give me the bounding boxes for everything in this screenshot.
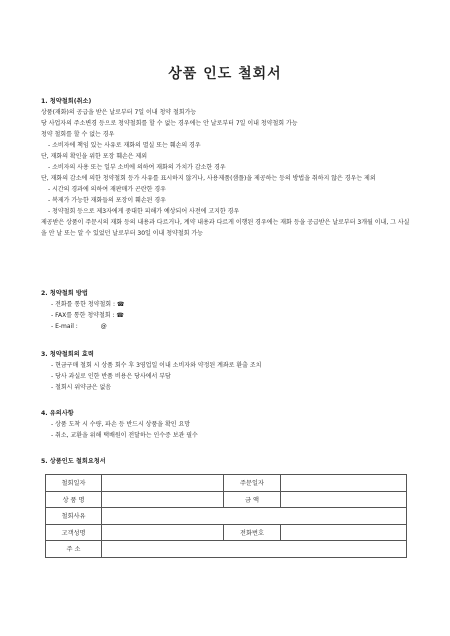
table-row [46, 524, 407, 541]
section-title: 5. 상품인도 철회요청서 [41, 458, 106, 465]
customer-name-label: 고객성명 [46, 524, 102, 541]
section-line: 당 사업자의 주소변경 등으로 청약철회를 할 수 없는 경우에는 안 날로부터 7일 이내 청약철회 가능 [41, 120, 298, 127]
section-line: 단, 재화의 확인을 위한 포장 훼손은 제외 [41, 153, 148, 160]
phone-label: 전화번호 [224, 524, 281, 541]
table-row [46, 475, 407, 492]
section-line: - 현금구매 철회 시 상품 회수 후 3영업일 이내 소비자와 약정된 계좌로 환출 조치 [51, 362, 262, 369]
section-title: 3. 청약철회의 효력 [41, 351, 94, 358]
reason-field[interactable] [102, 508, 407, 525]
section-line: - 전화를 통한 청약철회 : ☎ [51, 301, 125, 308]
section-request-form [41, 457, 413, 467]
section-line: - 청약철회 등으로 제3자에게 중대한 피해가 예상되어 사전에 고지한 경우 [48, 208, 240, 215]
order-date-label: 주문일자 [224, 475, 281, 492]
order-date-field[interactable] [281, 475, 407, 492]
amount-field[interactable] [281, 491, 407, 508]
section-line: - 철회시 위약금은 없음 [51, 384, 112, 391]
section-line: - 시간의 경과에 의하여 재판매가 곤란한 경우 [48, 186, 166, 193]
withdrawal-date-field[interactable] [102, 475, 224, 492]
section-line: 제공받은 상품이 주문시의 재화 등의 내용과 다르거나, 계약 내용과 다르게 이행된 경우에는 재화 등을 공급받은 날로부터 3개월 이내, 그 사실을 안 날 또는 알 수 있었던 날로부터 30일 이내 청약철회 가능 [41, 219, 410, 237]
section-effect [41, 350, 413, 393]
reason-label: 철회사유 [46, 508, 102, 525]
address-label: 주 소 [46, 541, 102, 558]
section-line: - 소비자에 책임 있는 사유로 재화의 멸실 또는 훼손의 경우 [48, 142, 201, 149]
section-title: 2. 청약철회 방법 [41, 290, 88, 297]
section-method [41, 289, 413, 332]
document-title: 상품 인도 철회서 [168, 66, 282, 82]
section-notes [41, 409, 413, 441]
section-line: - E-mail : @ [51, 323, 107, 330]
section-line: - 상품 도착 시 수량, 파손 등 반드시 상품을 확인 요망 [51, 421, 191, 428]
amount-label: 금 액 [224, 491, 281, 508]
section-line: - 소비자의 사용 또는 일부 소비에 의하여 재화의 가치가 감소한 경우 [48, 164, 226, 171]
address-field[interactable] [102, 541, 407, 558]
withdrawal-date-label: 철회일자 [46, 475, 102, 492]
product-name-field[interactable] [102, 491, 224, 508]
table-row [46, 541, 407, 558]
section-withdrawal [41, 97, 413, 239]
customer-name-field[interactable] [102, 524, 224, 541]
section-line: - 취소, 교환을 위해 택배원이 전달하는 인수증 보관 필수 [51, 432, 198, 439]
section-line: 청약 철회를 할 수 없는 경우 [41, 131, 115, 138]
section-line: - FAX를 통한 청약철회 : ☎ [51, 312, 124, 319]
product-name-label: 상 품 명 [46, 491, 102, 508]
section-line: - 복제가 가능한 재화들의 포장이 훼손된 경우 [48, 197, 166, 204]
section-title: 4. 유의사항 [41, 410, 74, 417]
request-form-table [45, 474, 407, 558]
table-row [46, 508, 407, 525]
section-title: 1. 청약철회(취소) [41, 98, 92, 105]
section-line: 상품(재화)의 공급을 받은 날로부터 7일 이내 청약 철회가능 [41, 109, 197, 116]
section-line: 단, 재화의 감소에 의한 청약철회 등가 사유를 표시하지 않거나, 사용제품(샘플)을 제공하는 등의 방법을 취하지 않은 경우는 제외 [41, 175, 376, 182]
section-line: - 당사 과실로 인한 반품 비용은 당사에서 부담 [51, 373, 171, 380]
phone-field[interactable] [281, 524, 407, 541]
table-row [46, 491, 407, 508]
